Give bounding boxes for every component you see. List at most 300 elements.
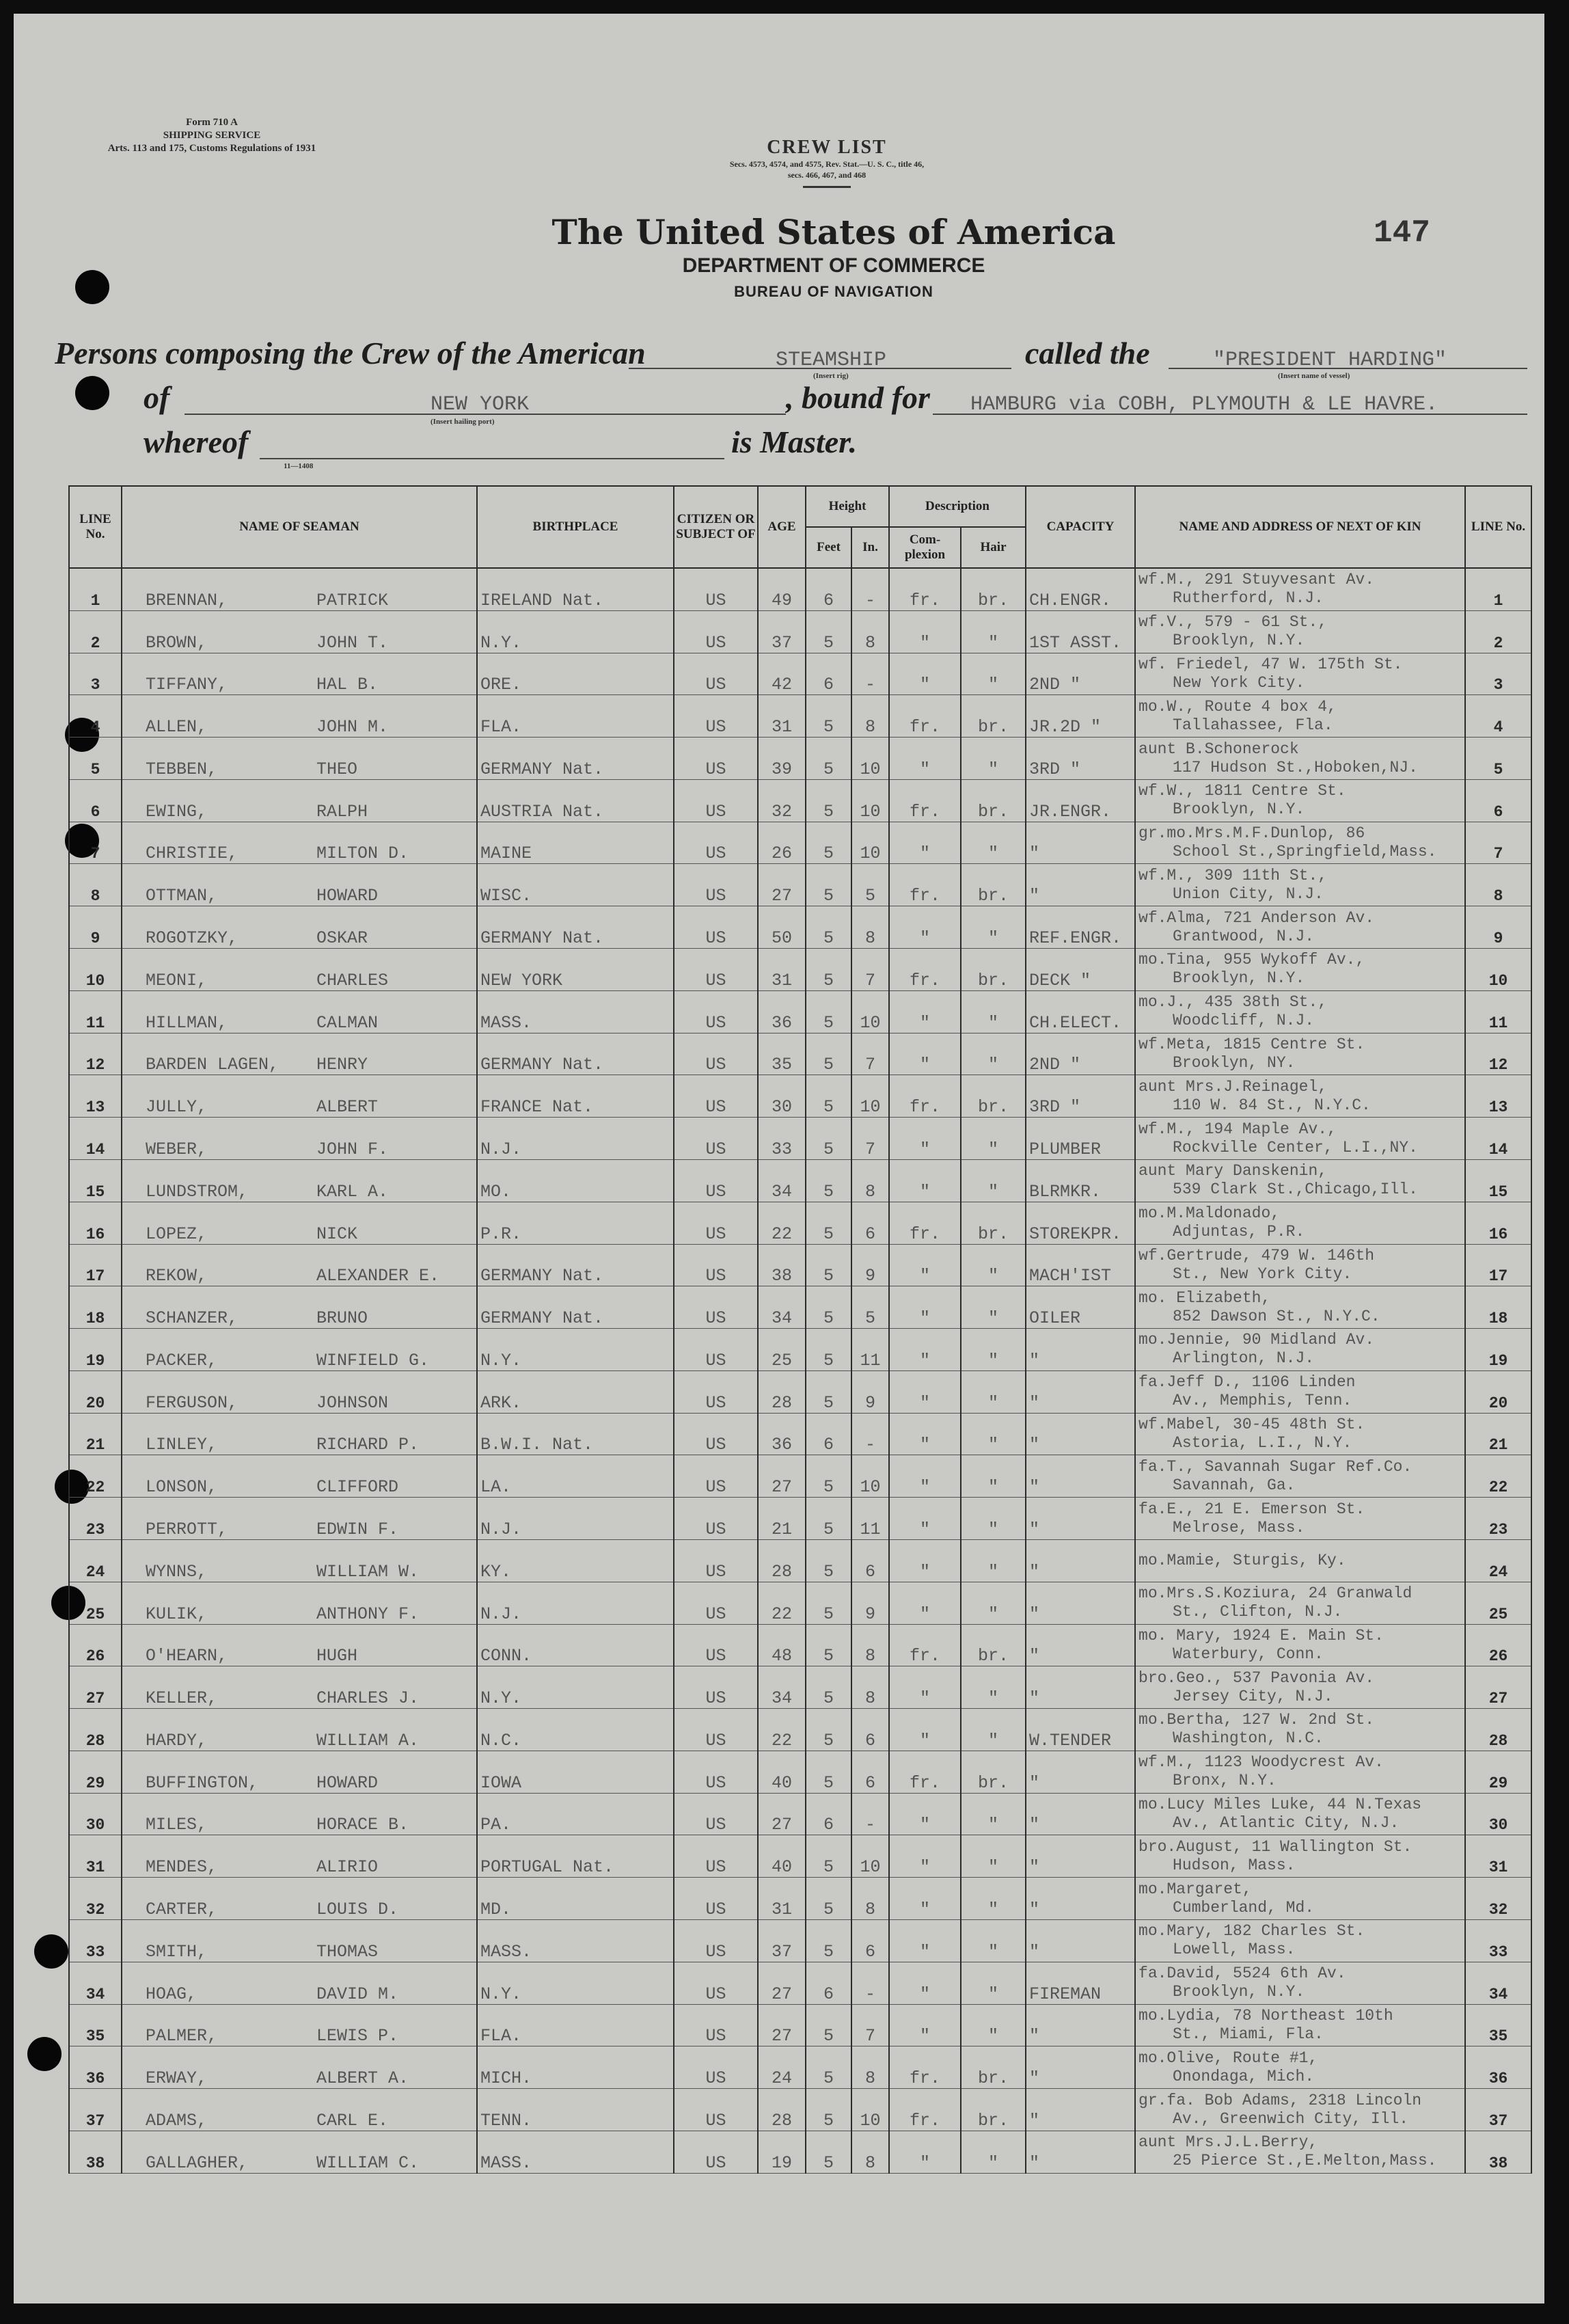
hair: " [961,1159,1026,1202]
table-row [69,1413,1531,1455]
capacity: " [1026,864,1135,906]
surname: PALMER, [146,2026,218,2046]
given-name: DAVID M. [316,1984,399,2004]
table-row [69,1159,1531,1202]
hair: " [961,1835,1026,1878]
complexion: " [889,1962,961,2004]
line-number-right: 21 [1465,1413,1531,1455]
age: 26 [758,822,806,864]
age: 37 [758,610,806,653]
line-number-right: 13 [1465,1075,1531,1118]
vessel-hint: (Insert name of vessel) [1278,372,1350,380]
kin-line-2: 25 Pierce St.,E.Melton,Mass. [1173,2152,1437,2170]
seaman-name [122,738,477,780]
height-feet: 5 [806,1920,851,1962]
table-row [69,906,1531,949]
age: 22 [758,1202,806,1244]
height-inches: 8 [851,1159,889,1202]
birthplace: GERMANY Nat. [477,738,674,780]
next-of-kin [1135,1286,1465,1329]
seaman-name [122,1455,477,1498]
birthplace: N.Y. [477,610,674,653]
complexion: fr. [889,1624,961,1666]
height-inches: 6 [851,1920,889,1962]
kin-line-1: wf.W., 1811 Centre St. [1138,782,1346,800]
height-inches: 6 [851,1751,889,1793]
height-inches: 8 [851,1878,889,1920]
height-feet: 5 [806,1666,851,1709]
birthplace: MASS. [477,2131,674,2173]
height-inches: 8 [851,2046,889,2089]
next-of-kin [1135,1370,1465,1413]
next-of-kin [1135,906,1465,949]
surname: CARTER, [146,1900,218,1919]
kin-line-1: mo.Margaret, [1138,1880,1252,1898]
height-inches: - [851,653,889,695]
complexion: " [889,822,961,864]
seaman-name [122,1582,477,1624]
kin-line-2: 110 W. 84 St., N.Y.C. [1173,1096,1371,1114]
line-number-right: 12 [1465,1033,1531,1075]
age: 31 [758,949,806,991]
age: 38 [758,1244,806,1286]
surname: HILLMAN, [146,1012,228,1033]
complexion: fr. [889,779,961,822]
table-row [69,1666,1531,1709]
seaman-name [122,653,477,695]
birthplace: GERMANY Nat. [477,1033,674,1075]
vessel-value: "PRESIDENT HARDING" [1213,349,1447,372]
height-feet: 6 [806,1413,851,1455]
col-description: Description [889,486,1026,527]
line-number-right: 5 [1465,738,1531,780]
kin-line-1: bro.August, 11 Wallington St. [1138,1837,1413,1856]
surname: BROWN, [146,632,208,653]
citizenship: US [674,864,758,906]
height-feet: 5 [806,2089,851,2131]
given-name: LOUIS D. [316,1900,399,1919]
given-name: ALBERT A. [316,2068,409,2089]
given-name: JOHNSON [316,1392,389,1413]
citizenship: US [674,1666,758,1709]
age: 36 [758,1413,806,1455]
surname: OTTMAN, [146,886,218,906]
height-feet: 5 [806,1709,851,1751]
table-row [69,1370,1531,1413]
height-feet: 5 [806,610,851,653]
line-number: 36 [69,2046,122,2089]
page-number: 147 [1374,215,1430,251]
complexion: " [889,653,961,695]
kin-line-1: fa.T., Savannah Sugar Ref.Co. [1138,1457,1413,1476]
kin-line-2: Brooklyn, N.Y. [1173,969,1305,988]
seaman-name [122,1498,477,1540]
complexion: fr. [889,2046,961,2089]
seaman-name [122,822,477,864]
kin-line-1: mo.Mrs.S.Koziura, 24 Granwald [1138,1584,1413,1603]
kin-line-1: gr.fa. Bob Adams, 2318 Lincoln [1138,2091,1422,2109]
port-hint: (Insert hailing port) [431,418,495,426]
seaman-name [122,1244,477,1286]
kin-line-1: fa.Jeff D., 1106 Linden [1138,1373,1356,1392]
given-name: RICHARD P. [316,1435,420,1455]
age: 27 [758,1455,806,1498]
birthplace: GERMANY Nat. [477,1286,674,1329]
capacity: DECK " [1026,949,1135,991]
rig-hint: (Insert rig) [813,372,849,380]
table-row [69,1118,1531,1160]
kin-line-2: School St.,Springfield,Mass. [1173,843,1437,861]
hair: br. [961,949,1026,991]
port-value: NEW YORK [431,393,530,416]
birthplace: FRANCE Nat. [477,1075,674,1118]
age: 34 [758,1666,806,1709]
citizenship: US [674,1962,758,2004]
complexion: " [889,1159,961,1202]
table-row [69,1582,1531,1624]
height-feet: 5 [806,1118,851,1160]
hair: " [961,1329,1026,1371]
seaman-name [122,1962,477,2004]
capacity: " [1026,1329,1135,1371]
given-name: ANTHONY F. [316,1604,420,1624]
capacity: 2ND " [1026,1033,1135,1075]
seaman-name [122,1709,477,1751]
capacity: " [1026,1920,1135,1962]
col-capacity: CAPACITY [1026,486,1135,568]
kin-line-2: Brooklyn, NY. [1173,1053,1296,1072]
line-number-right: 29 [1465,1751,1531,1793]
given-name: RALPH [316,801,368,822]
kin-line-1: gr.mo.Mrs.M.F.Dunlop, 86 [1138,824,1365,843]
height-inches: 10 [851,1075,889,1118]
complexion: fr. [889,1202,961,1244]
line-number-right: 28 [1465,1709,1531,1751]
complexion: fr. [889,2089,961,2131]
surname: LONSON, [146,1477,218,1498]
crew-list-sheet [14,14,1544,2303]
line-number-right: 6 [1465,779,1531,822]
complexion: fr. [889,864,961,906]
citizenship: US [674,949,758,991]
age: 42 [758,653,806,695]
next-of-kin [1135,1666,1465,1709]
line-number-right: 23 [1465,1498,1531,1540]
seaman-name [122,1286,477,1329]
citizenship: US [674,2004,758,2046]
kin-line-1: wf.Meta, 1815 Centre St. [1138,1035,1365,1053]
given-name: CARL E. [316,2110,389,2131]
height-inches: 10 [851,779,889,822]
line-number: 31 [69,1835,122,1878]
complexion: " [889,1666,961,1709]
kin-line-1: wf.Mabel, 30-45 48th St. [1138,1416,1365,1434]
surname: FERGUSON, [146,1392,238,1413]
height-feet: 5 [806,1159,851,1202]
capacity: " [1026,822,1135,864]
complexion: " [889,1878,961,1920]
complexion: " [889,2004,961,2046]
seaman-name [122,1920,477,1962]
age: 48 [758,1624,806,1666]
given-name: CLIFFORD [316,1477,399,1498]
table-row [69,1075,1531,1118]
height-inches: 5 [851,864,889,906]
kin-line-1: wf.V., 579 - 61 St., [1138,613,1328,632]
line-number: 3 [69,653,122,695]
kin-line-2: Brooklyn, N.Y. [1173,1983,1305,2001]
hair: " [961,2131,1026,2173]
table-row [69,779,1531,822]
next-of-kin [1135,1878,1465,1920]
kin-line-1: wf. Friedel, 47 W. 175th St. [1138,655,1403,673]
kin-line-1: fa.E., 21 E. Emerson St. [1138,1500,1365,1518]
divider [803,186,851,188]
birthplace: CONN. [477,1624,674,1666]
next-of-kin [1135,1033,1465,1075]
seaman-name [122,1793,477,1835]
age: 33 [758,1118,806,1160]
punch-hole [27,2037,62,2071]
next-of-kin [1135,1498,1465,1540]
kin-line-1: aunt Mrs.J.L.Berry, [1138,2133,1318,2152]
kin-line-1: mo.Jennie, 90 Midland Av. [1138,1331,1375,1349]
table-row [69,1624,1531,1666]
complexion: fr. [889,695,961,738]
birthplace: FLA. [477,2004,674,2046]
hair: " [961,1244,1026,1286]
line-number-right: 18 [1465,1286,1531,1329]
seaman-name [122,1666,477,1709]
given-name: HOWARD [316,1772,379,1793]
complexion: " [889,1582,961,1624]
capacity: " [1026,1751,1135,1793]
birthplace: GERMANY Nat. [477,1244,674,1286]
age: 25 [758,1329,806,1371]
given-name: EDWIN F. [316,1519,399,1539]
form-service: SHIPPING SERVICE [163,130,261,141]
seaman-name [122,1033,477,1075]
capacity: 3RD " [1026,1075,1135,1118]
birthplace: PA. [477,1793,674,1835]
capacity: CH.ELECT. [1026,990,1135,1033]
kin-line-2: Grantwood, N.J. [1173,927,1315,945]
line-number-right: 35 [1465,2004,1531,2046]
capacity: BLRMKR. [1026,1159,1135,1202]
kin-line-1: wf.M., 1123 Woodycrest Av. [1138,1753,1384,1772]
surname: BUFFINGTON, [146,1772,259,1793]
kin-line-2: Tallahassee, Fla. [1173,716,1333,734]
citizenship: US [674,1075,758,1118]
kin-line-1: mo.Lydia, 78 Northeast 10th [1138,2006,1393,2025]
line-number-right: 37 [1465,2089,1531,2131]
next-of-kin [1135,2131,1465,2173]
hair: br. [961,1751,1026,1793]
height-inches: 9 [851,1244,889,1286]
surname: BARDEN LAGEN, [146,1055,279,1075]
surname: SMITH, [146,1941,208,1962]
kin-line-1: aunt Mary Danskenin, [1138,1162,1328,1180]
given-name: WILLIAM A. [316,1730,420,1751]
given-name: WINFIELD G. [316,1350,430,1370]
crew-rows [69,568,1531,2174]
capacity: STOREKPR. [1026,1202,1135,1244]
line-number: 16 [69,1202,122,1244]
line-number: 37 [69,2089,122,2131]
capacity: " [1026,1624,1135,1666]
form-identifier [62,116,362,155]
table-row [69,738,1531,780]
capacity: " [1026,2046,1135,2089]
bound-label: , bound for [786,380,930,415]
line-number-right: 20 [1465,1370,1531,1413]
hair: " [961,1709,1026,1751]
line-number-right: 11 [1465,990,1531,1033]
citizenship: US [674,1878,758,1920]
capacity: " [1026,1370,1135,1413]
kin-line-2: Onondaga, Mich. [1173,2067,1315,2085]
bureau-title: BUREAU OF NAVIGATION [734,283,933,300]
age: 31 [758,1878,806,1920]
table-row [69,1878,1531,1920]
birthplace: WISC. [477,864,674,906]
surname: CHRISTIE, [146,843,238,864]
surname: WEBER, [146,1139,208,1159]
height-feet: 5 [806,906,851,949]
line-number-right: 31 [1465,1835,1531,1878]
given-name: WILLIAM W. [316,1561,420,1582]
kin-line-1: wf.M., 291 Stuyvesant Av. [1138,571,1375,589]
age: 28 [758,1539,806,1582]
age: 36 [758,990,806,1033]
hair: " [961,1962,1026,2004]
given-name: HUGH [316,1646,358,1666]
height-feet: 5 [806,864,851,906]
next-of-kin [1135,1582,1465,1624]
height-inches: 8 [851,1666,889,1709]
complexion: " [889,1920,961,1962]
next-of-kin [1135,2004,1465,2046]
height-feet: 5 [806,990,851,1033]
surname: LUNDSTROM, [146,1181,249,1202]
given-name: BRUNO [316,1308,368,1329]
birthplace: NEW YORK [477,949,674,991]
col-next-of-kin: NAME AND ADDRESS OF NEXT OF KIN [1135,486,1465,568]
citizenship: US [674,1329,758,1371]
citizenship: US [674,653,758,695]
complexion: " [889,1709,961,1751]
citizenship: US [674,2089,758,2131]
surname: REKOW, [146,1266,208,1286]
height-feet: 6 [806,1962,851,2004]
capacity: " [1026,1793,1135,1835]
birthplace: TENN. [477,2089,674,2131]
given-name: MILTON D. [316,843,409,864]
birthplace: PORTUGAL Nat. [477,1835,674,1878]
complexion: " [889,1118,961,1160]
kin-line-2: Jersey City, N.J. [1173,1687,1333,1705]
given-name: JOHN M. [316,717,389,738]
given-name: HENRY [316,1055,368,1075]
kin-line-2: 852 Dawson St., N.Y.C. [1173,1307,1380,1325]
col-line-no: LINE No. [69,486,122,568]
seaman-name [122,864,477,906]
line-number: 28 [69,1709,122,1751]
table-row [69,2004,1531,2046]
table-row [69,610,1531,653]
seaman-name [122,990,477,1033]
next-of-kin [1135,2046,1465,2089]
line-number: 8 [69,864,122,906]
next-of-kin [1135,1202,1465,1244]
table-row [69,2089,1531,2131]
age: 21 [758,1498,806,1540]
next-of-kin [1135,2089,1465,2131]
height-feet: 5 [806,1244,851,1286]
surname: GALLAGHER, [146,2153,249,2173]
capacity: OILER [1026,1286,1135,1329]
line-number-right: 9 [1465,906,1531,949]
kin-line-2: Av., Greenwich City, Ill. [1173,2109,1409,2128]
line-number: 13 [69,1075,122,1118]
table-row [69,1244,1531,1286]
table-row [69,695,1531,738]
kin-line-2: New York City. [1173,673,1305,692]
kin-line-2: 117 Hudson St.,Hoboken,NJ. [1173,758,1418,776]
line-number: 25 [69,1582,122,1624]
complexion: " [889,610,961,653]
table-row [69,2046,1531,2089]
surname: MENDES, [146,1857,218,1878]
height-feet: 5 [806,1539,851,1582]
col-line-no-right: LINE No. [1465,486,1531,568]
birthplace: N.Y. [477,1962,674,2004]
complexion: " [889,1498,961,1540]
kin-line-1: mo.W., Route 4 box 4, [1138,697,1337,716]
line-number-right: 25 [1465,1582,1531,1624]
hair: br. [961,568,1026,610]
table-row [69,1962,1531,2004]
hair: " [961,1033,1026,1075]
line-number: 5 [69,738,122,780]
line-number: 2 [69,610,122,653]
table-row [69,1835,1531,1878]
age: 22 [758,1582,806,1624]
table-row [69,949,1531,991]
capacity: " [1026,1498,1135,1540]
height-feet: 5 [806,1329,851,1371]
age: 49 [758,568,806,610]
seaman-name [122,2089,477,2131]
next-of-kin [1135,1329,1465,1371]
kin-line-1: mo.Lucy Miles Luke, 44 N.Texas [1138,1796,1422,1814]
col-birthplace: BIRTHPLACE [477,486,674,568]
line-number: 23 [69,1498,122,1540]
next-of-kin [1135,1159,1465,1202]
given-name: JOHN T. [316,632,389,653]
line-number: 22 [69,1455,122,1498]
height-inches: - [851,1793,889,1835]
citizenship: US [674,1286,758,1329]
line-number-right: 26 [1465,1624,1531,1666]
next-of-kin [1135,1920,1465,1962]
birthplace: MASS. [477,1920,674,1962]
capacity: PLUMBER [1026,1118,1135,1160]
kin-line-2: 539 Clark St.,Chicago,Ill. [1173,1180,1418,1199]
birthplace: GERMANY Nat. [477,906,674,949]
height-inches: - [851,1962,889,2004]
line-number-right: 27 [1465,1666,1531,1709]
